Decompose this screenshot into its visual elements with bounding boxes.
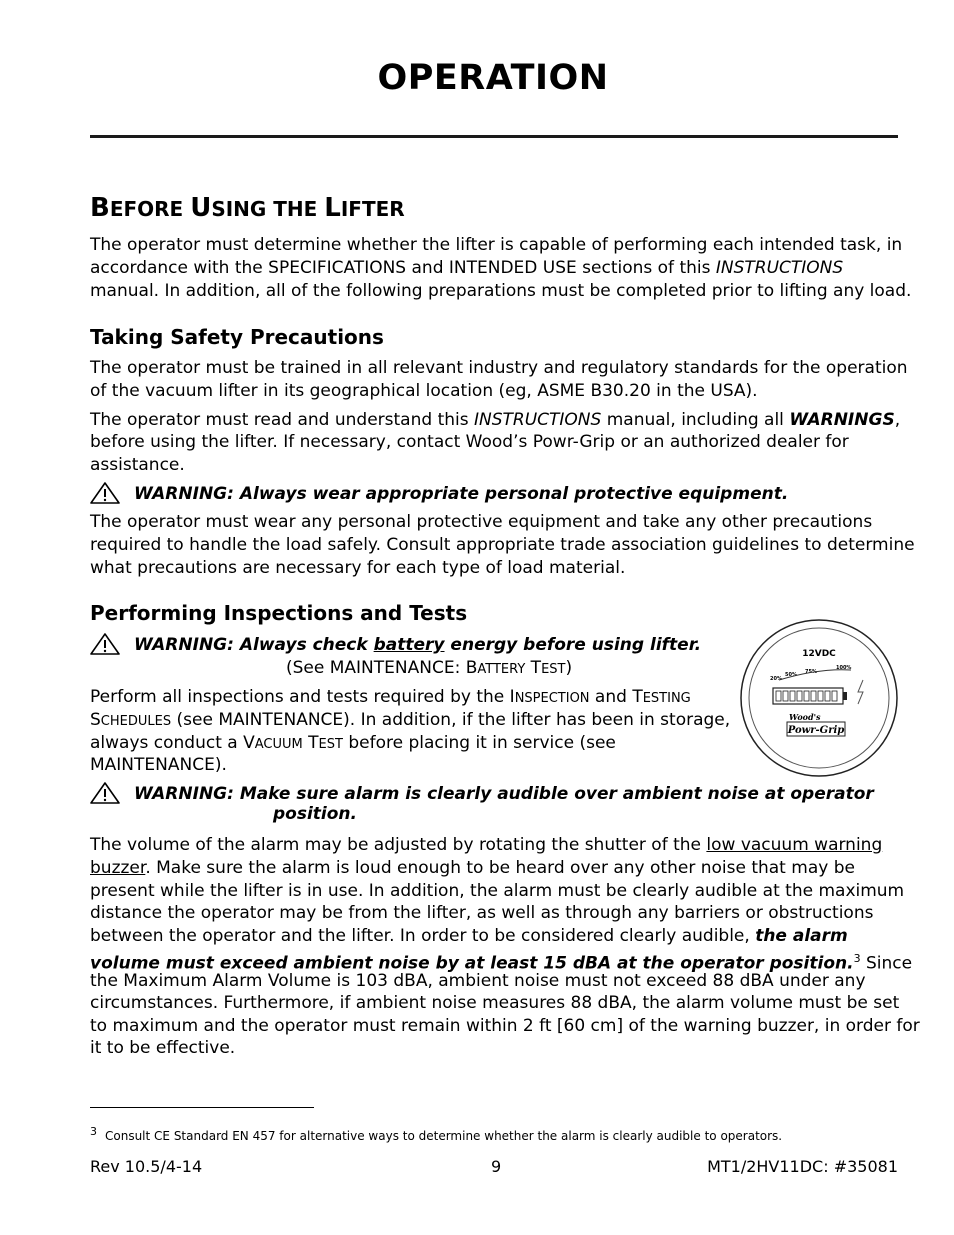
warning-alarm: WARNING: Make sure alarm is clearly audible over ambient noise at operator	[90, 782, 874, 804]
intro-line: The operator must determine whether the lifter is capable of performing each intended task, in	[90, 235, 903, 255]
safety-heading: Taking Safety Precautions	[90, 325, 384, 349]
inspections-text: SCHEDULES (see MAINTENANCE). In addition, if the lifter has been in storage,	[90, 710, 731, 730]
inspections-text: MAINTENANCE).	[90, 755, 227, 775]
section-heading: BEFORE USING THE LIFTER	[90, 193, 405, 223]
footer-revision: Rev 10.5/4-14	[90, 1157, 203, 1176]
gauge-brand-top: Wood's	[789, 712, 821, 722]
gauge-mark: 75%	[805, 669, 817, 675]
safety-text: what precautions are necessary for each type of load material.	[90, 558, 626, 578]
gauge-voltage: 12VDC	[802, 649, 836, 659]
gauge-mark: 20%	[770, 676, 782, 682]
alarm-text: between the operator and the lifter. In order to be considered clearly audible, the alarm	[90, 926, 848, 946]
alarm-text: it to be effective.	[90, 1038, 236, 1058]
gauge-mark: 100%	[836, 665, 852, 671]
gauge-brand: Powr-Grip	[787, 725, 845, 736]
gauge-mark: 50%	[785, 672, 797, 678]
safety-text: of the vacuum lifter in its geographical location (eg, ASME B30.20 in the USA).	[90, 381, 758, 401]
alarm-text: volume must exceed ambient noise by at least 15 dBA at the operator position.$^3$ Since	[90, 952, 913, 974]
alarm-text: buzzer. Make sure the alarm is loud enough to be heard over any other noise that may be	[90, 858, 855, 878]
page-title: OPERATION	[377, 58, 609, 98]
inspections-text: Perform all inspections and tests required by the INSPECTION and TESTING	[90, 687, 691, 707]
alarm-text: to maximum and the operator must remain within 2 ft [60 cm] of the warning buzzer, in order for	[90, 1016, 920, 1036]
intro-line: accordance with the SPECIFICATIONS and INTENDED USE sections of this INSTRUCTIONS	[90, 258, 844, 278]
title-divider	[90, 135, 898, 138]
intro-line: manual. In addition, all of the following preparations must be completed prior to lifting any load.	[90, 281, 912, 301]
safety-text: before using the lifter. If necessary, contact Wood’s Powr-Grip or an authorized dealer for	[90, 432, 849, 452]
warning-triangle-icon	[90, 633, 120, 655]
warning-triangle-icon	[90, 482, 120, 504]
footnote: $^3$ Consult CE Standard EN 457 for alternative ways to determine whether the alarm is clearly audible to operators.	[90, 1125, 783, 1143]
battery-gauge-image	[739, 618, 899, 778]
safety-text: The operator must read and understand this INSTRUCTIONS manual, including all WARNINGS,	[90, 410, 901, 430]
alarm-text: present while the lifter is in use. In addition, the alarm must be clearly audible at the maximum	[90, 881, 905, 901]
warning-ppe: WARNING: Always wear appropriate personal protective equipment.	[90, 482, 788, 504]
footer-document-id: MT1/2HV11DC: #35081	[707, 1157, 898, 1176]
safety-text: assistance.	[90, 455, 185, 475]
safety-text: The operator must wear any personal protective equipment and take any other precautions	[90, 512, 873, 532]
footnote-divider	[90, 1107, 314, 1108]
safety-text: The operator must be trained in all relevant industry and regulatory standards for the operation	[90, 358, 908, 378]
warning-triangle-icon	[90, 782, 120, 804]
safety-text: required to handle the load safely. Consult appropriate trade association guidelines to determine	[90, 535, 915, 555]
alarm-text: circumstances. Furthermore, if ambient noise measures 88 dBA, the alarm volume must be set	[90, 993, 900, 1013]
alarm-text: The volume of the alarm may be adjusted by rotating the shutter of the low vacuum warning	[90, 835, 883, 855]
warning-alarm-cont: position.	[273, 804, 357, 824]
footer-page-number: 9	[491, 1157, 502, 1176]
inspections-heading: Performing Inspections and Tests	[90, 601, 468, 625]
see-reference: (See MAINTENANCE: BATTERY TEST)	[286, 658, 573, 678]
warning-battery: WARNING: Always check battery energy before using lifter.	[90, 633, 701, 655]
inspections-text: always conduct a VACUUM TEST before placing it in service (see	[90, 733, 616, 753]
alarm-text: the Maximum Alarm Volume is 103 dBA, ambient noise must not exceed 88 dBA under any	[90, 971, 866, 991]
alarm-text: distance the operator may be from the lifter, as well as through any barriers or obstructions	[90, 903, 874, 923]
